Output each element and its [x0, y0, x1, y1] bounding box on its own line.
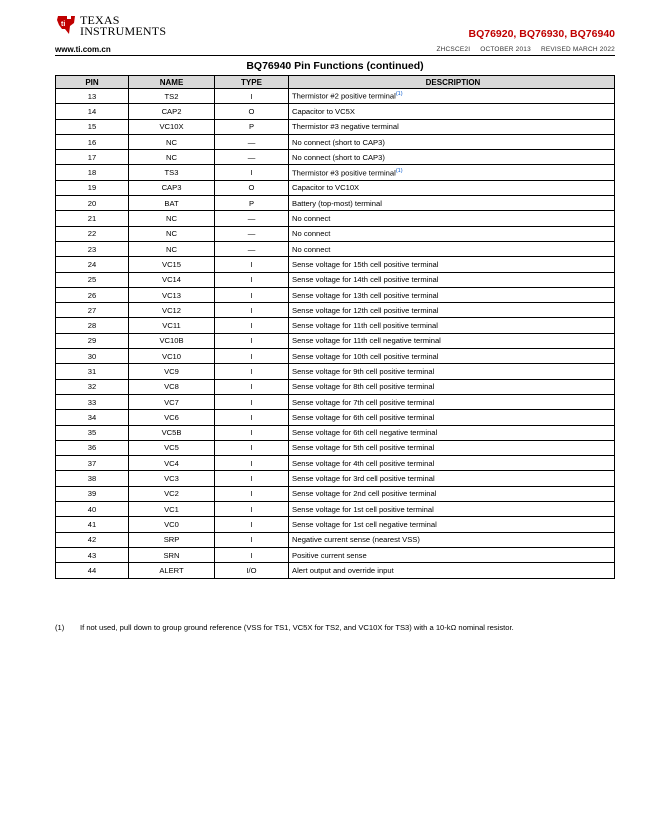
cell-type: I — [215, 257, 289, 272]
cell-description — [289, 364, 615, 379]
cell-name: VC11 — [129, 318, 215, 333]
cell-type: I — [215, 471, 289, 486]
cell-type: — — [215, 211, 289, 226]
cell-pin: 39 — [56, 486, 129, 501]
cell-pin: 35 — [56, 425, 129, 440]
description-text: Sense voltage for 11th cell negative terminal — [292, 336, 441, 346]
cell-description — [289, 486, 615, 501]
doc-date: OCTOBER 2013 — [480, 46, 531, 53]
cell-type: I — [215, 394, 289, 409]
table-row — [56, 257, 615, 272]
cell-type: I — [215, 517, 289, 532]
cell-name: VC3 — [129, 471, 215, 486]
description-text: Sense voltage for 11th cell positive terminal — [292, 321, 438, 331]
cell-description — [289, 241, 615, 256]
cell-pin: 40 — [56, 502, 129, 517]
cell-name: CAP2 — [129, 104, 215, 119]
table-row — [56, 379, 615, 394]
cell-description — [289, 272, 615, 287]
cell-name: VC7 — [129, 394, 215, 409]
cell-pin: 30 — [56, 349, 129, 364]
cell-type: I — [215, 547, 289, 562]
footnote-text: If not used, pull down to group ground reference (VSS for TS1, VC5X for TS2, and VC10X for TS3) with a 10-kΩ nominal resistor. — [80, 623, 514, 632]
cell-name: VC1 — [129, 502, 215, 517]
description-text: Sense voltage for 9th cell positive terminal — [292, 366, 435, 376]
description-text: Sense voltage for 7th cell positive terminal — [292, 397, 435, 407]
cell-pin: 14 — [56, 104, 129, 119]
cell-name: VC6 — [129, 410, 215, 425]
logo-wordmark — [80, 15, 166, 37]
cell-type: I — [215, 379, 289, 394]
cell-name: VC14 — [129, 272, 215, 287]
table-row — [56, 471, 615, 486]
cell-description — [289, 379, 615, 394]
cell-name: VC9 — [129, 364, 215, 379]
footnote-number: (1) — [55, 623, 65, 632]
description-text: Sense voltage for 15th cell positive terminal — [292, 259, 439, 269]
ti-logo[interactable] — [55, 14, 170, 38]
cell-description — [289, 547, 615, 562]
cell-name: ALERT — [129, 563, 215, 578]
cell-description — [289, 532, 615, 547]
cell-description — [289, 563, 615, 578]
cell-description — [289, 349, 615, 364]
cell-description — [289, 333, 615, 348]
table-row — [56, 333, 615, 348]
cell-name: TS3 — [129, 165, 215, 180]
cell-pin: 41 — [56, 517, 129, 532]
cell-type: I — [215, 502, 289, 517]
description-text: Sense voltage for 8th cell positive terminal — [292, 382, 435, 392]
table-row — [56, 150, 615, 165]
table-row — [56, 104, 615, 119]
ti-logo-icon — [55, 14, 77, 36]
table-row — [56, 394, 615, 409]
cell-description — [289, 257, 615, 272]
cell-name: NC — [129, 241, 215, 256]
cell-description — [289, 150, 615, 165]
cell-description — [289, 394, 615, 409]
table-row — [56, 425, 615, 440]
cell-pin: 37 — [56, 456, 129, 471]
table-header-row — [56, 76, 615, 89]
cell-description — [289, 410, 615, 425]
footnote-link[interactable]: (1) — [395, 167, 403, 174]
col-header-pin: PIN — [56, 76, 129, 89]
cell-name: VC2 — [129, 486, 215, 501]
cell-type: O — [215, 180, 289, 195]
cell-type: I — [215, 349, 289, 364]
cell-pin: 34 — [56, 410, 129, 425]
table-row — [56, 287, 615, 302]
cell-name: VC10 — [129, 349, 215, 364]
description-text: No connect — [292, 214, 331, 224]
table-row — [56, 547, 615, 562]
cell-description — [289, 502, 615, 517]
cell-pin: 19 — [56, 180, 129, 195]
cell-pin: 44 — [56, 563, 129, 578]
cell-name: BAT — [129, 196, 215, 211]
table-row — [56, 226, 615, 241]
description-text: Capacitor to VC5X — [292, 106, 355, 116]
cell-name: CAP3 — [129, 180, 215, 195]
table-row — [56, 563, 615, 578]
description-text: Sense voltage for 6th cell negative terminal — [292, 428, 438, 438]
table-row — [56, 241, 615, 256]
table-title: BQ76940 Pin Functions (continued) — [246, 60, 424, 72]
description-text: Sense voltage for 3rd cell positive terminal — [292, 474, 435, 484]
cell-name: NC — [129, 150, 215, 165]
doc-revised: REVISED MARCH 2022 — [540, 46, 615, 53]
cell-pin: 43 — [56, 547, 129, 562]
cell-description — [289, 180, 615, 195]
description-text: No connect — [292, 244, 331, 254]
cell-pin: 16 — [56, 134, 129, 149]
description-text: Sense voltage for 12th cell positive terminal — [292, 305, 439, 315]
table-row — [56, 440, 615, 455]
cell-name: VC4 — [129, 456, 215, 471]
table-row — [56, 89, 615, 104]
col-header-name: NAME — [129, 76, 215, 89]
cell-pin: 22 — [56, 226, 129, 241]
cell-name: NC — [129, 211, 215, 226]
table-row — [56, 180, 615, 195]
cell-pin: 26 — [56, 287, 129, 302]
cell-type: I — [215, 425, 289, 440]
table-body — [56, 89, 615, 579]
cell-type: — — [215, 226, 289, 241]
cell-name: VC5B — [129, 425, 215, 440]
doc-info — [428, 46, 615, 53]
description-text: No connect — [292, 229, 331, 239]
cell-name: VC15 — [129, 257, 215, 272]
cell-type: — — [215, 134, 289, 149]
description-text: Negative current sense (nearest VSS) — [292, 535, 420, 545]
table-row — [56, 517, 615, 532]
cell-name: SRN — [129, 547, 215, 562]
description-text: Sense voltage for 2nd cell positive terminal — [292, 489, 437, 499]
cell-pin: 21 — [56, 211, 129, 226]
cell-type: I — [215, 410, 289, 425]
cell-description — [289, 104, 615, 119]
description-text: Capacitor to VC10X — [292, 183, 360, 193]
description-text: Sense voltage for 1st cell positive terminal — [292, 504, 434, 514]
cell-description — [289, 318, 615, 333]
page-header — [55, 14, 615, 54]
table-row — [56, 165, 615, 180]
description-text: Positive current sense — [292, 550, 367, 560]
cell-pin: 28 — [56, 318, 129, 333]
cell-pin: 38 — [56, 471, 129, 486]
description-text: Thermistor #3 negative terminal — [292, 122, 399, 132]
cell-description — [289, 287, 615, 302]
table-row — [56, 303, 615, 318]
description-text: Thermistor #3 positive terminal — [292, 168, 396, 178]
table-row — [56, 272, 615, 287]
cell-type: — — [215, 150, 289, 165]
col-header-description: DESCRIPTION — [289, 76, 615, 89]
cell-type: I — [215, 287, 289, 302]
cell-description — [289, 303, 615, 318]
cell-type: I — [215, 486, 289, 501]
description-text: Thermistor #2 positive terminal — [292, 91, 396, 101]
cell-description — [289, 440, 615, 455]
table-row — [56, 318, 615, 333]
cell-name: NC — [129, 134, 215, 149]
cell-description — [289, 517, 615, 532]
cell-type: — — [215, 241, 289, 256]
cell-pin: 42 — [56, 532, 129, 547]
cell-pin: 17 — [56, 150, 129, 165]
cell-type: I — [215, 272, 289, 287]
cell-name: NC — [129, 226, 215, 241]
logo-line1: TEXAS — [80, 13, 120, 27]
cell-description — [289, 226, 615, 241]
cell-description — [289, 134, 615, 149]
cell-pin: 27 — [56, 303, 129, 318]
cell-type: I — [215, 364, 289, 379]
cell-pin: 13 — [56, 89, 129, 104]
cell-name: VC8 — [129, 379, 215, 394]
cell-type: I — [215, 303, 289, 318]
doc-code: ZHCSCE2I — [436, 46, 471, 53]
site-url[interactable]: www.ti.com.cn — [55, 45, 111, 54]
cell-description — [289, 89, 615, 104]
cell-type: P — [215, 119, 289, 134]
svg-text:ti: ti — [61, 21, 66, 28]
cell-type: I — [215, 333, 289, 348]
cell-description — [289, 211, 615, 226]
header-rule — [55, 55, 615, 56]
table-row — [56, 196, 615, 211]
table-row — [56, 349, 615, 364]
cell-name: VC13 — [129, 287, 215, 302]
col-header-type: TYPE — [215, 76, 289, 89]
description-text: Sense voltage for 5th cell positive terminal — [292, 443, 435, 453]
cell-pin: 31 — [56, 364, 129, 379]
cell-type: I — [215, 440, 289, 455]
cell-name: VC10X — [129, 119, 215, 134]
cell-name: VC10B — [129, 333, 215, 348]
cell-description — [289, 456, 615, 471]
cell-type: I — [215, 456, 289, 471]
cell-pin: 36 — [56, 440, 129, 455]
cell-pin: 29 — [56, 333, 129, 348]
cell-pin: 20 — [56, 196, 129, 211]
table-row — [56, 456, 615, 471]
cell-pin: 33 — [56, 394, 129, 409]
cell-type: P — [215, 196, 289, 211]
cell-type: I — [215, 89, 289, 104]
cell-pin: 23 — [56, 241, 129, 256]
table-row — [56, 364, 615, 379]
cell-type: I — [215, 318, 289, 333]
description-text: Sense voltage for 14th cell positive terminal — [292, 275, 439, 285]
description-text: Sense voltage for 6th cell positive terminal — [292, 412, 435, 422]
table-row — [56, 134, 615, 149]
cell-type: I — [215, 165, 289, 180]
description-text: Alert output and override input — [292, 565, 394, 575]
cell-pin: 25 — [56, 272, 129, 287]
cell-type: O — [215, 104, 289, 119]
table-row — [56, 486, 615, 501]
pin-functions-table — [55, 75, 615, 579]
description-text: No connect (short to CAP3) — [292, 137, 385, 147]
logo-line2: INSTRUMENTS — [80, 24, 167, 38]
cell-type: I/O — [215, 563, 289, 578]
cell-name: TS2 — [129, 89, 215, 104]
table-row — [56, 532, 615, 547]
cell-type: I — [215, 532, 289, 547]
cell-name: VC12 — [129, 303, 215, 318]
cell-pin: 24 — [56, 257, 129, 272]
table-row — [56, 502, 615, 517]
cell-name: VC0 — [129, 517, 215, 532]
description-text: Battery (top-most) terminal — [292, 198, 382, 208]
description-text: Sense voltage for 4th cell positive terminal — [292, 458, 435, 468]
table-row — [56, 410, 615, 425]
table-row — [56, 211, 615, 226]
part-numbers[interactable]: BQ76920, BQ76930, BQ76940 — [468, 28, 615, 40]
cell-pin: 32 — [56, 379, 129, 394]
table-row — [56, 119, 615, 134]
description-text: Sense voltage for 10th cell positive terminal — [292, 351, 439, 361]
cell-description — [289, 471, 615, 486]
cell-name: SRP — [129, 532, 215, 547]
footnote — [55, 623, 514, 632]
cell-name: VC5 — [129, 440, 215, 455]
cell-description — [289, 165, 615, 180]
cell-description — [289, 425, 615, 440]
footnote-link[interactable]: (1) — [395, 91, 403, 98]
description-text: Sense voltage for 13th cell positive terminal — [292, 290, 439, 300]
cell-description — [289, 119, 615, 134]
description-text: Sense voltage for 1st cell negative terminal — [292, 519, 437, 529]
cell-pin: 18 — [56, 165, 129, 180]
description-text: No connect (short to CAP3) — [292, 152, 385, 162]
cell-pin: 15 — [56, 119, 129, 134]
cell-description — [289, 196, 615, 211]
